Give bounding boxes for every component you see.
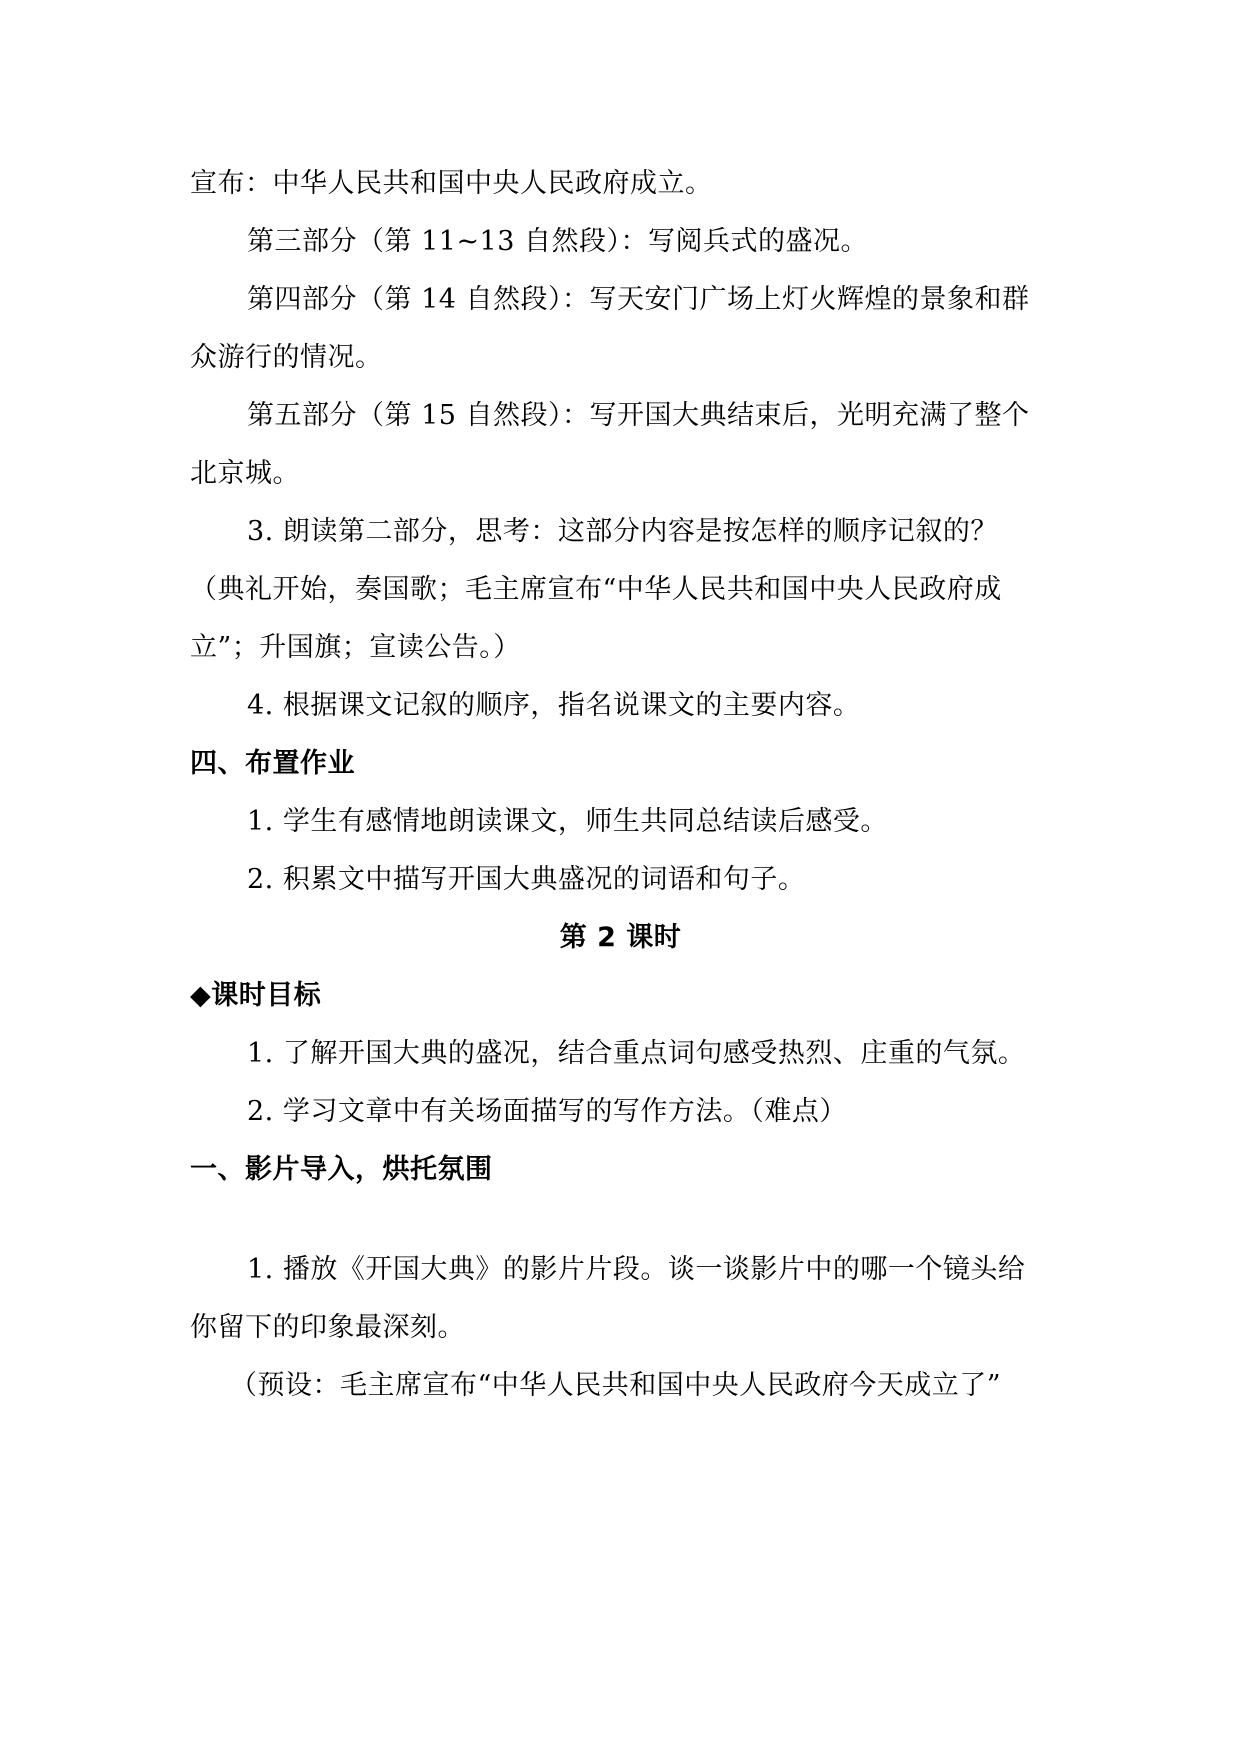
homework-item-2: 2. 积累文中描写开国大典盛况的词语和句子。	[247, 864, 806, 895]
section-heading-intro: 一、影片导入，烘托氛围	[190, 1154, 493, 1185]
paragraph-line: 众游行的情况。	[190, 342, 383, 373]
lesson-title: 第 2 课时	[559, 922, 682, 953]
paragraph-part-four: 第四部分（第 14 自然段）：写天安门广场上灯火辉煌的景象和群	[247, 284, 1030, 315]
intro-item-1: 1. 播放《开国大典》的影片片段。谈一谈影片中的哪一个镜头给	[247, 1254, 1026, 1285]
paragraph-line: 立”；升国旗；宣读公告。）	[190, 632, 521, 663]
paragraph-line: 你留下的印象最深刻。	[190, 1312, 465, 1343]
paragraph-part-five: 第五部分（第 15 自然段）：写开国大典结束后，光明充满了整个	[247, 400, 1030, 431]
section-heading-homework: 四、布置作业	[190, 748, 355, 779]
list-item-4: 4. 根据课文记叙的顺序，指名说课文的主要内容。	[247, 690, 861, 721]
paragraph-part-three: 第三部分（第 11~13 自然段）：写阅兵式的盛况。	[247, 226, 869, 257]
homework-item-1: 1. 学生有感情地朗读课文，师生共同总结读后感受。	[247, 806, 888, 837]
list-item-3: 3. 朗读第二部分，思考：这部分内容是按怎样的顺序记叙的？	[247, 516, 998, 547]
section-heading-objectives: ◆课时目标	[190, 980, 322, 1011]
objective-item-1: 1. 了解开国大典的盛况，结合重点词句感受热烈、庄重的气氛。	[247, 1038, 1026, 1069]
paragraph-line: 宣布：中华人民共和国中央人民政府成立。	[190, 168, 713, 199]
paragraph-line: （典礼开始，奏国歌；毛主席宣布“中华人民共和国中央人民政府成	[190, 574, 1002, 605]
paragraph-line: 北京城。	[190, 458, 300, 489]
objective-item-2: 2. 学习文章中有关场面描写的写作方法。（难点）	[247, 1096, 847, 1127]
preset-answer: （预设：毛主席宣布“中华人民共和国中央人民政府今天成立了”	[230, 1370, 1002, 1401]
